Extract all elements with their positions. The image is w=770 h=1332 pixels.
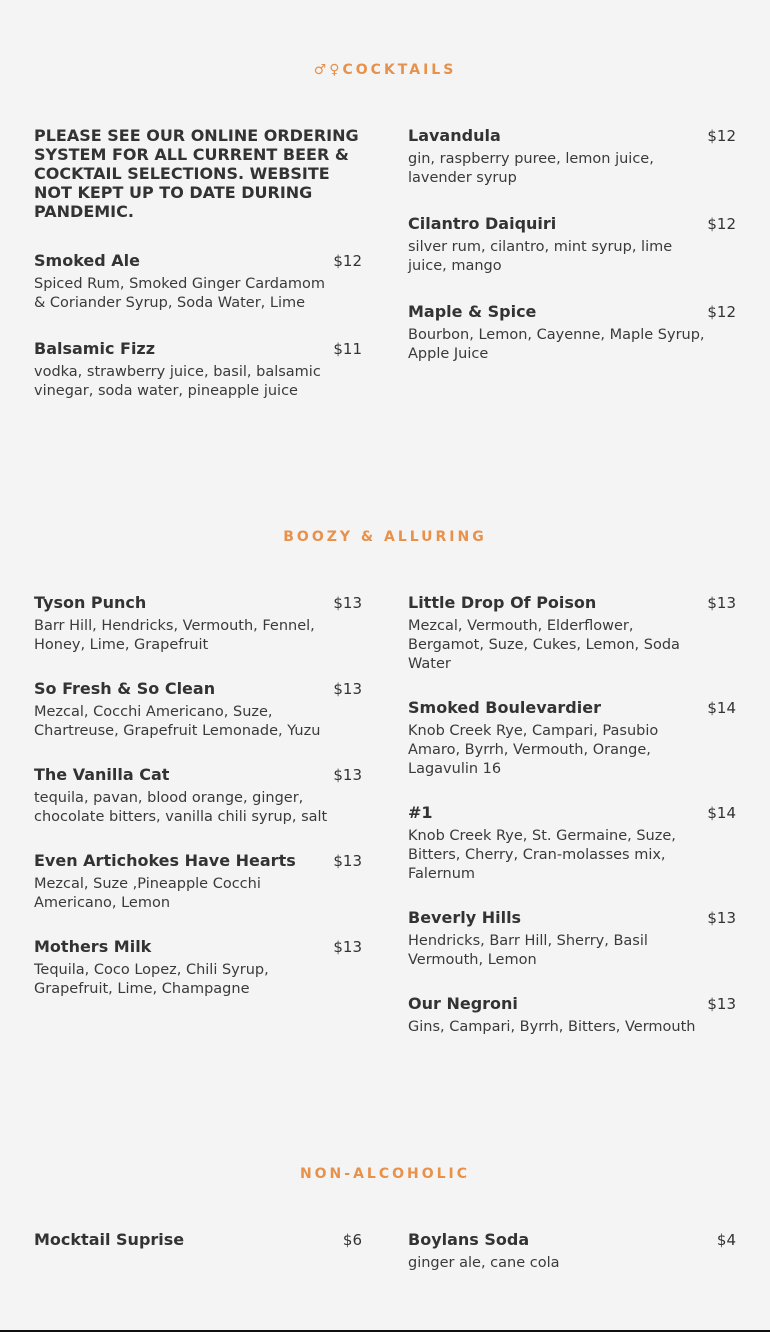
item-name: Smoked Boulevardier	[408, 698, 601, 717]
section-title: NON-ALCOHOLIC	[299, 1166, 471, 1182]
section-title: BOOZY & ALLURING	[283, 529, 487, 545]
item-price: $13	[333, 852, 362, 870]
item-description: Gins, Campari, Byrrh, Bitters, Vermouth	[408, 1019, 696, 1035]
item-price: $13	[333, 680, 362, 698]
item-name: Lavandula	[408, 126, 501, 145]
item-description: Barr Hill, Hendricks, Vermouth, Fennel, Honey, Lime, Grapefruit	[34, 618, 315, 653]
menu-item	[408, 698, 736, 779]
right-column	[408, 1230, 736, 1297]
menu-item	[34, 593, 362, 655]
left-column	[34, 1230, 362, 1273]
item-price: $14	[707, 804, 736, 822]
left-column	[34, 126, 362, 425]
item-description: gin, raspberry puree, lemon juice, lavender syrup	[408, 151, 654, 186]
item-price: $13	[707, 995, 736, 1013]
item-name: Mocktail Suprise	[34, 1230, 185, 1249]
item-name: Even Artichokes Have Hearts	[34, 851, 296, 870]
menu-item	[408, 908, 736, 970]
item-price: $12	[707, 215, 736, 233]
item-name: Our Negroni	[408, 994, 518, 1013]
item-description: Spiced Rum, Smoked Ginger Cardamom & Coriander Syrup, Soda Water, Lime	[34, 276, 325, 311]
menu-item	[408, 803, 736, 884]
item-description: ginger ale, cane cola	[408, 1255, 560, 1271]
menu-item	[34, 851, 362, 913]
item-description: vodka, strawberry juice, basil, balsamic vinegar, soda water, pineapple juice	[34, 364, 321, 399]
menu-item	[34, 251, 362, 313]
item-price: $13	[707, 594, 736, 612]
item-name: Maple & Spice	[408, 302, 537, 321]
section-boozy	[0, 529, 770, 545]
item-description: Tequila, Coco Lopez, Chili Syrup, Grapefruit, Lime, Champagne	[34, 962, 269, 997]
ordering-notice: PLEASE SEE OUR ONLINE ORDERING SYSTEM FOR ALL CURRENT BEER & COCKTAIL SELECTIONS. WEBSITE NOT KEPT UP TO DATE DURING PANDEMIC.	[34, 126, 359, 221]
item-name: Cilantro Daiquiri	[408, 214, 557, 233]
item-price: $4	[716, 1231, 736, 1249]
menu-item	[34, 1230, 362, 1249]
item-price: $13	[333, 766, 362, 784]
item-price: $12	[333, 252, 362, 270]
section-cocktails	[0, 62, 770, 78]
item-price: $12	[707, 303, 736, 321]
item-price: $13	[707, 909, 736, 927]
item-description: Mezcal, Cocchi Americano, Suze, Chartreuse, Grapefruit Lemonade, Yuzu	[34, 704, 321, 739]
right-column	[408, 593, 736, 1061]
item-price: $13	[333, 594, 362, 612]
menu-item	[408, 593, 736, 674]
item-name: So Fresh & So Clean	[34, 679, 216, 698]
item-name: Little Drop Of Poison	[408, 593, 597, 612]
menu-item	[34, 937, 362, 999]
menu-item	[408, 994, 736, 1037]
item-name: #1	[408, 803, 433, 822]
item-description: tequila, pavan, blood orange, ginger, chocolate bitters, vanilla chili syrup, salt	[34, 790, 328, 825]
item-description: Bourbon, Lemon, Cayenne, Maple Syrup, Apple Juice	[408, 327, 705, 362]
item-name: Boylans Soda	[408, 1230, 530, 1249]
item-name: The Vanilla Cat	[34, 765, 170, 784]
item-description: Mezcal, Vermouth, Elderflower, Bergamot, Suze, Cukes, Lemon, Soda Water	[408, 618, 680, 672]
item-description: Mezcal, Suze ,Pineapple Cocchi Americano, Lemon	[34, 876, 261, 911]
item-name: Beverly Hills	[408, 908, 522, 927]
item-name: Mothers Milk	[34, 937, 152, 956]
menu-item	[408, 214, 736, 276]
menu-item	[408, 302, 736, 364]
right-column	[408, 126, 736, 388]
item-name: Balsamic Fizz	[34, 339, 156, 358]
menu-item	[34, 679, 362, 741]
menu-item	[34, 765, 362, 827]
item-name: Smoked Ale	[34, 251, 140, 270]
item-description: Hendricks, Barr Hill, Sherry, Basil Vermouth, Lemon	[408, 933, 648, 968]
item-price: $6	[342, 1231, 362, 1249]
left-column	[34, 593, 362, 1023]
item-price: $14	[707, 699, 736, 717]
item-price: $12	[707, 127, 736, 145]
item-name: Tyson Punch	[34, 593, 147, 612]
section-title: ♂♀COCKTAILS	[313, 62, 457, 78]
item-price: $13	[333, 938, 362, 956]
item-description: Knob Creek Rye, St. Germaine, Suze, Bitters, Cherry, Cran-molasses mix, Falernum	[408, 828, 676, 882]
menu-item	[408, 126, 736, 188]
item-price: $11	[333, 340, 362, 358]
item-description: silver rum, cilantro, mint syrup, lime juice, mango	[408, 239, 673, 274]
item-description: Knob Creek Rye, Campari, Pasubio Amaro, Byrrh, Vermouth, Orange, Lagavulin 16	[408, 723, 659, 777]
menu-item	[408, 1230, 736, 1273]
section-non-alcoholic	[0, 1166, 770, 1182]
menu-item	[34, 339, 362, 401]
